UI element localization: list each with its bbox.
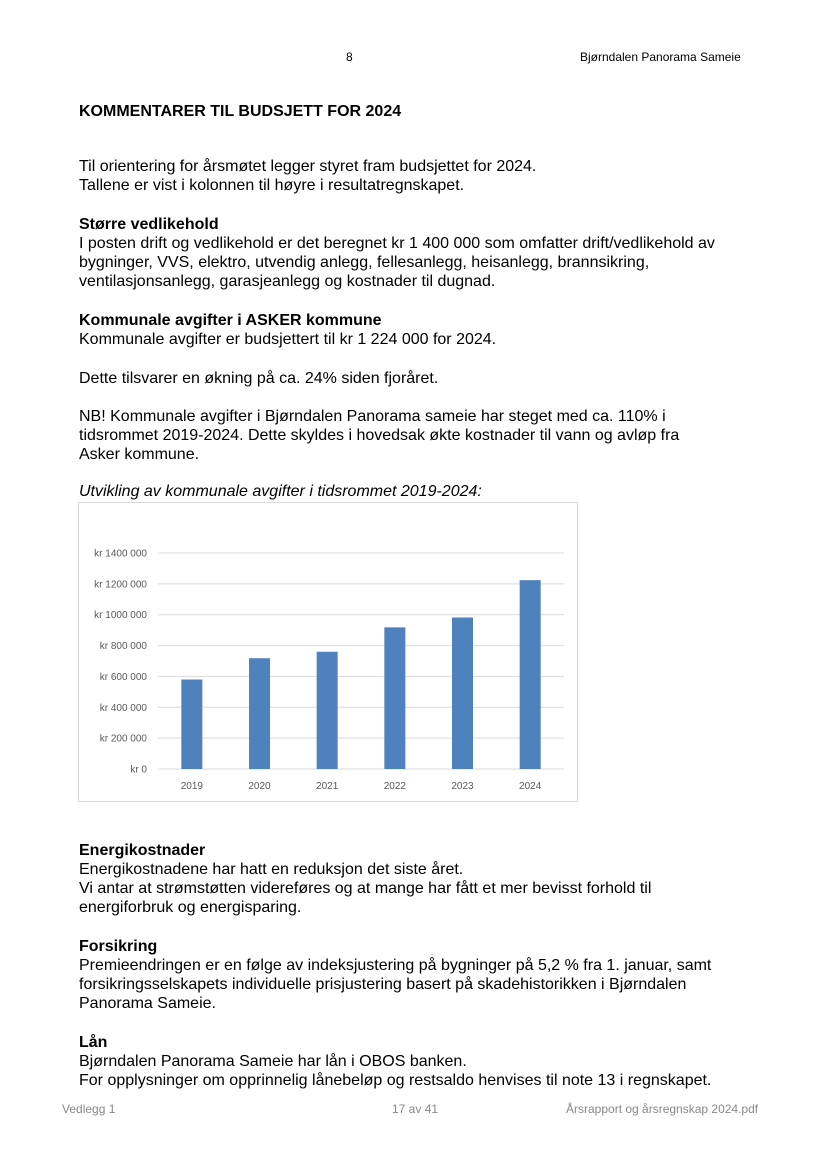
nb-line: Asker kommune. bbox=[79, 446, 200, 463]
insurance-section bbox=[79, 937, 759, 1013]
y-tick-label: kr 800 000 bbox=[99, 641, 147, 653]
y-tick-label: kr 400 000 bbox=[99, 702, 147, 714]
bar-2020 bbox=[249, 658, 270, 769]
loan-line: For opplysninger om opprinnelig lånebeløp og restsaldo henvises til note 13 i regnskapet. bbox=[79, 1072, 712, 1089]
y-tick-label: kr 200 000 bbox=[99, 733, 147, 745]
y-tick-label: kr 0 bbox=[130, 764, 147, 776]
insurance-line: forsikringsselskapets individuelle prisjustering basert på skadehistorikken i Bjørndalen bbox=[79, 976, 687, 993]
municipal-budget-line: Kommunale avgifter er budsjettert til kr 1 224 000 for 2024. bbox=[79, 331, 497, 348]
maintenance-line: bygninger, VVS, elektro, utvendig anlegg, fellesanlegg, heisanlegg, brannsikring, bbox=[79, 254, 650, 271]
footer-attachment: Vedlegg 1 bbox=[62, 1102, 116, 1116]
maintenance-line: ventilasjonsanlegg, garasjeanlegg og kostnader til dugnad. bbox=[79, 273, 496, 290]
bar-2023 bbox=[452, 617, 473, 769]
energy-heading: Energikostnader bbox=[79, 842, 206, 859]
bar-2024 bbox=[520, 580, 541, 769]
municipal-nb-paragraph bbox=[79, 407, 759, 464]
loan-line: Bjørndalen Panorama Sameie har lån i OBOS banken. bbox=[79, 1053, 467, 1070]
loan-section bbox=[79, 1033, 759, 1090]
municipal-increase: Dette tilsvarer en økning på ca. 24% siden fjoråret. bbox=[79, 370, 439, 387]
page-title: KOMMENTARER TIL BUDSJETT FOR 2024 bbox=[79, 103, 402, 120]
insurance-line: Panorama Sameie. bbox=[79, 995, 216, 1012]
maintenance-line: I posten drift og vedlikehold er det beregnet kr 1 400 000 som omfatter drift/vedlikehold av bbox=[79, 235, 715, 252]
intro-paragraph bbox=[79, 157, 759, 195]
x-tick-label: 2024 bbox=[519, 781, 542, 792]
x-tick-label: 2019 bbox=[180, 781, 203, 792]
header-org-name: Bjørndalen Panorama Sameie bbox=[580, 50, 741, 64]
y-tick-label: kr 1000 000 bbox=[94, 610, 147, 622]
x-tick-label: 2022 bbox=[383, 781, 406, 792]
intro-line: Til orientering for årsmøtet legger styret fram budsjettet for 2024. bbox=[79, 158, 537, 175]
maintenance-section bbox=[79, 215, 759, 291]
intro-line: Tallene er vist i kolonnen til høyre i resultatregnskapet. bbox=[79, 177, 465, 194]
insurance-heading: Forsikring bbox=[79, 938, 158, 955]
x-tick-label: 2021 bbox=[316, 781, 339, 792]
energy-line: energiforbruk og energisparing. bbox=[79, 899, 302, 916]
municipal-heading: Kommunale avgifter i ASKER kommune bbox=[79, 312, 382, 329]
footer-filename: Årsrapport og årsregnskap 2024.pdf bbox=[566, 1102, 759, 1116]
insurance-line: Premieendringen er en følge av indeksjustering på bygninger på 5,2 % fra 1. januar, samt bbox=[79, 957, 712, 974]
y-tick-label: kr 1200 000 bbox=[94, 579, 147, 591]
maintenance-heading: Større vedlikehold bbox=[79, 216, 219, 233]
bar-2021 bbox=[317, 652, 338, 769]
x-tick-label: 2023 bbox=[451, 781, 474, 792]
footer-page-count: 17 av 41 bbox=[392, 1102, 439, 1116]
chart-caption: Utvikling av kommunale avgifter i tidsrommet 2019-2024: bbox=[79, 483, 482, 500]
energy-section bbox=[79, 841, 759, 917]
energy-line: Vi antar at strømstøtten videreføres og at mange har fått et mer bevisst forhold til bbox=[79, 880, 652, 897]
bar-2019 bbox=[181, 680, 202, 769]
loan-heading: Lån bbox=[79, 1034, 108, 1051]
x-tick-label: 2020 bbox=[248, 781, 271, 792]
y-tick-label: kr 1400 000 bbox=[94, 548, 147, 560]
page-number: 8 bbox=[346, 50, 353, 64]
bar-2022 bbox=[384, 627, 405, 769]
nb-line: tidsrommet 2019-2024. Dette skyldes i hovedsak økte kostnader til vann og avløp fra bbox=[79, 427, 680, 444]
municipal-fees-bar-chart bbox=[78, 502, 578, 802]
y-tick-label: kr 600 000 bbox=[99, 671, 147, 683]
municipal-section bbox=[79, 311, 759, 349]
energy-line: Energikostnadene har hatt en reduksjon det siste året. bbox=[79, 861, 464, 878]
nb-line: NB! Kommunale avgifter i Bjørndalen Panorama sameie har steget med ca. 110% i bbox=[79, 408, 666, 425]
